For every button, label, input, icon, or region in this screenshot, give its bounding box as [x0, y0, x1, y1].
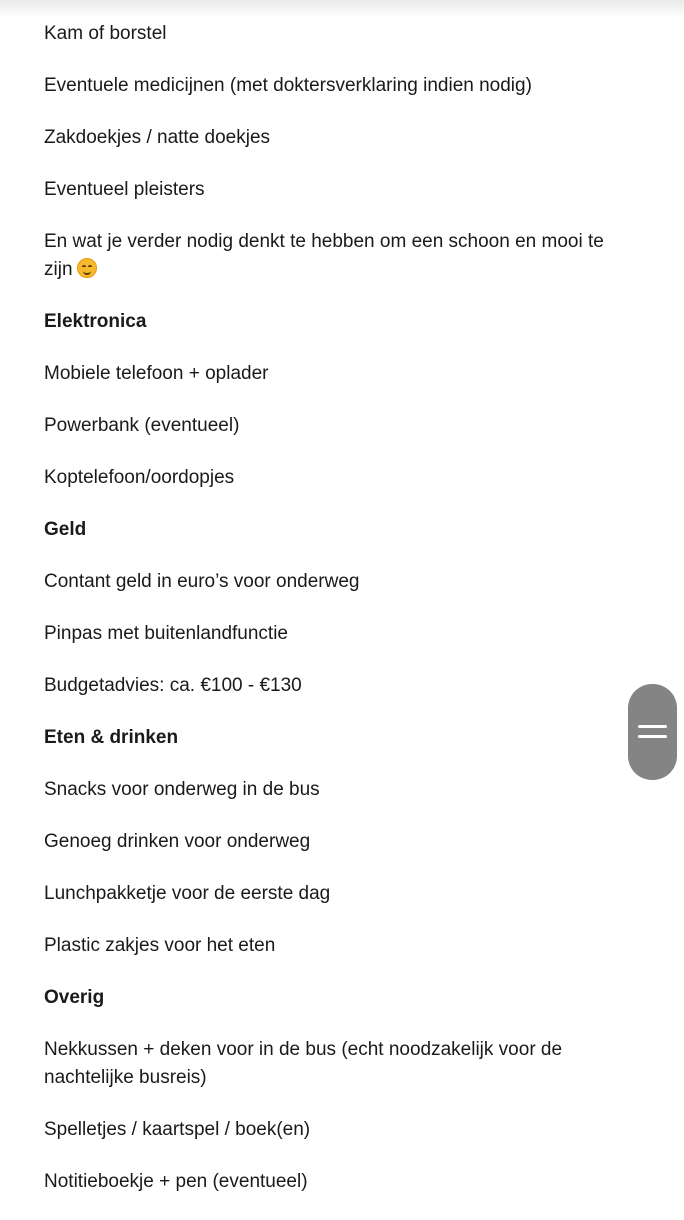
list-item	[44, 1036, 634, 1092]
section-heading-overig	[44, 984, 634, 1012]
list-item	[44, 776, 634, 804]
list-item-text: Nekkussen + deken voor in de bus (echt noodzakelijk voor de nachtelijke busreis)	[44, 1039, 563, 1088]
list-item-text: Notitieboekje + pen (eventueel)	[44, 1171, 308, 1192]
section-heading-text: Eten & drinken	[44, 727, 179, 748]
section-heading-geld	[44, 516, 634, 544]
list-item	[44, 932, 634, 960]
list-item	[44, 176, 634, 204]
section-heading-text: Geld	[44, 519, 87, 540]
scroll-handle[interactable]	[628, 684, 677, 780]
list-item	[44, 568, 634, 596]
document-body	[44, 20, 634, 1220]
list-item	[44, 124, 634, 152]
list-item-text: Contant geld in euro’s voor onderweg	[44, 571, 360, 592]
section-heading-elektronica	[44, 308, 634, 336]
section-heading-eten-drinken	[44, 724, 634, 752]
list-item-text: En wat je verder nodig denkt te hebben om een schoon en mooi te zijn	[44, 231, 604, 280]
list-item-text: Spelletjes / kaartspel / boek(en)	[44, 1119, 311, 1140]
list-item	[44, 360, 634, 388]
list-item	[44, 672, 634, 700]
top-shadow	[0, 0, 684, 18]
list-item	[44, 1116, 634, 1144]
list-item	[44, 880, 634, 908]
section-heading-text: Elektronica	[44, 311, 147, 332]
list-item-text: Budgetadvies: ca. €100 - €130	[44, 675, 302, 696]
list-item	[44, 72, 634, 100]
list-item-text: Eventueel pleisters	[44, 179, 205, 200]
list-item-text: Lunchpakketje voor de eerste dag	[44, 883, 331, 904]
section-heading-text: Overig	[44, 987, 105, 1008]
list-item-text: Snacks voor onderweg in de bus	[44, 779, 320, 800]
list-item-text: Plastic zakjes voor het eten	[44, 935, 276, 956]
list-item-text: Kam of borstel	[44, 23, 167, 44]
list-item	[44, 464, 634, 492]
list-item-text: Koptelefoon/oordopjes	[44, 467, 235, 488]
list-item-text: Zakdoekjes / natte doekjes	[44, 127, 271, 148]
list-item-text: Mobiele telefoon + oplader	[44, 363, 269, 384]
list-item-text: Pinpas met buitenlandfunctie	[44, 623, 288, 644]
list-item	[44, 228, 634, 284]
list-item-text: Genoeg drinken voor onderweg	[44, 831, 311, 852]
list-item	[44, 620, 634, 648]
list-item	[44, 1168, 634, 1196]
list-item	[44, 20, 634, 48]
list-item	[44, 412, 634, 440]
list-item-text: Eventuele medicijnen (met doktersverklaring indien nodig)	[44, 75, 532, 96]
list-item-text: Powerbank (eventueel)	[44, 415, 240, 436]
list-item	[44, 828, 634, 856]
smiling-face-emoji-icon	[77, 258, 97, 278]
